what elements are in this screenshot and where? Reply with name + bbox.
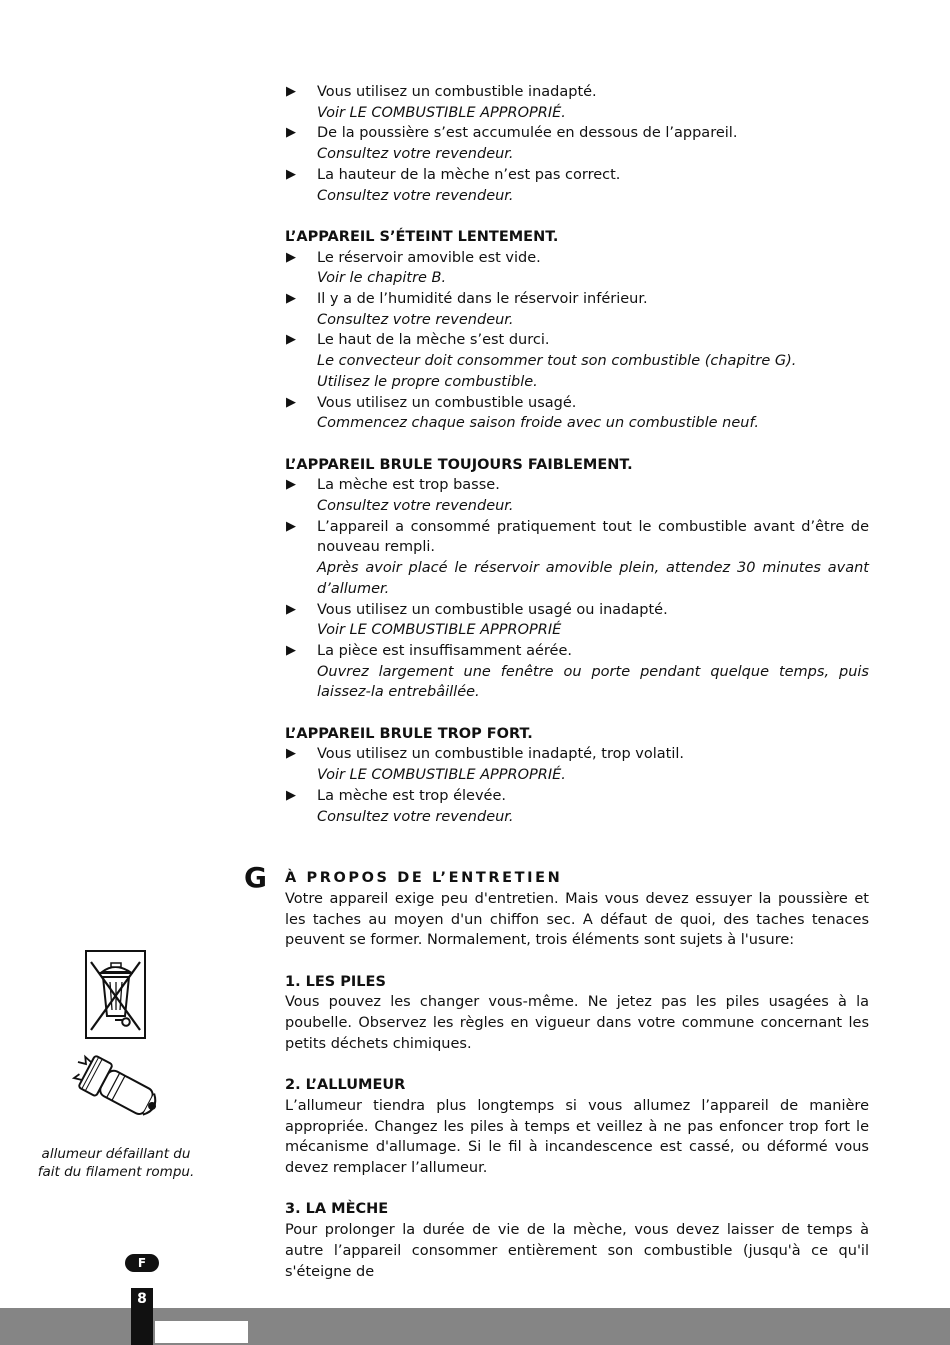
bullet-arrow-icon: ▶	[286, 84, 296, 99]
bullet-arrow-icon: ▶	[286, 125, 296, 141]
list-item	[285, 123, 869, 164]
advice-text: Voir LE COMBUSTIBLE APPROPRIÉ	[317, 622, 562, 639]
subsection-heading: 1. LES PILES	[285, 973, 386, 990]
bullet-arrow-icon: ▶	[286, 394, 296, 410]
list-item	[285, 82, 869, 123]
list-item	[285, 393, 869, 434]
cause-text: Il y a de l’humidité dans le réservoir inférieur.	[317, 291, 648, 308]
section-heading: L’APPAREIL BRULE TOUJOURS FAIBLEMENT.	[285, 456, 633, 473]
bullet-arrow-icon: ▶	[286, 746, 296, 762]
bullet-arrow-icon: ▶	[286, 477, 296, 493]
advice-text: Consultez votre revendeur.	[317, 146, 514, 163]
section-heading: L’APPAREIL S’ÉTEINT LENTEMENT.	[285, 228, 559, 245]
advice-text: Commencez chaque saison froide avec un combustible neuf.	[317, 415, 759, 432]
figure-caption	[30, 1145, 202, 1181]
subsection-heading: 2. L’ALLUMEUR	[285, 1077, 406, 1094]
cause-text: La mèche est trop basse.	[317, 477, 500, 494]
bullet-arrow-icon: ▶	[286, 249, 296, 265]
cause-text: Le réservoir amovible est vide.	[317, 249, 541, 266]
cause-text: Vous utilisez un combustible usagé.	[317, 394, 577, 411]
crossed-out-wheelie-bin-icon	[85, 950, 146, 1043]
list-item	[285, 600, 869, 641]
troubleshooting-content	[285, 82, 869, 1282]
footer-strip	[155, 1321, 248, 1343]
language-badge: F	[125, 1254, 159, 1272]
advice-text: Voir LE COMBUSTIBLE APPROPRIÉ.	[317, 767, 566, 784]
section-g-intro: Votre appareil exige peu d'entretien. Mais vous devez essuyer la poussière et les taches au moyen d'un chiffon sec. A défaut de quoi, des taches tenaces peuvent se former. Normalement, trois éléments sont sujets à l'usure:	[285, 890, 869, 949]
list-item	[285, 330, 869, 392]
cause-text: Vous utilisez un combustible inadapté, trop volatil.	[317, 746, 685, 763]
bullet-arrow-icon: ▶	[286, 518, 296, 534]
advice-text: Après avoir placé le réservoir amovible plein, attendez 30 minutes avant d’allumer.	[317, 560, 869, 597]
page-number: 8	[137, 1291, 147, 1307]
list-item	[285, 744, 869, 785]
cause-text: Vous utilisez un combustible usagé ou inadapté.	[317, 601, 668, 618]
advice-text: Utilisez le propre combustible.	[317, 373, 538, 390]
subsection-text: Pour prolonger la durée de vie de la mèche, vous devez laisser de temps à autre l’appareil consommer entièrement son combustible (jusqu'à ce qu'il s'éteigne de	[285, 1222, 869, 1280]
advice-text: Le convecteur doit consommer tout son combustible (chapitre G).	[317, 353, 797, 370]
igniter-icon	[66, 1052, 170, 1130]
list-item	[285, 517, 869, 600]
list-item	[285, 248, 869, 289]
section-heading: L’APPAREIL BRULE TROP FORT.	[285, 725, 533, 742]
cause-text: La pièce est insuffisamment aérée.	[317, 642, 572, 659]
advice-text: Voir le chapitre B.	[317, 270, 447, 287]
subsection-text: Vous pouvez les changer vous-même. Ne jetez pas les piles usagées à la poubelle. Observez les règles en vigueur dans votre commune concernant les petits déchets chimiques.	[285, 994, 869, 1052]
subsection-heading: 3. LA MÈCHE	[285, 1201, 389, 1218]
bullet-arrow-icon: ▶	[286, 291, 296, 307]
list-item	[285, 165, 869, 206]
bullet-arrow-icon: ▶	[286, 787, 296, 803]
list-item	[285, 475, 869, 516]
caption-line: allumeur défaillant du	[41, 1146, 191, 1162]
advice-text: Consultez votre revendeur.	[317, 187, 514, 204]
subsection-text: L’allumeur tiendra plus longtemps si vous allumez l’appareil de manière appropriée. Changez les piles à temps et veillez à ne pas enfoncer trop fort le mécanisme d'allumage. Si le fil à incandescence est cassé, ou déformé vous devez remplacer l’allumeur.	[285, 1097, 869, 1177]
advice-text: Voir LE COMBUSTIBLE APPROPRIÉ.	[317, 104, 566, 121]
list-item	[285, 641, 869, 703]
cause-text: De la poussière s’est accumulée en dessous de l’appareil.	[317, 125, 738, 142]
caption-line: fait du filament rompu.	[37, 1164, 195, 1180]
cause-text: Vous utilisez un combustible inadapté.	[317, 84, 597, 100]
bullet-arrow-icon: ▶	[286, 601, 296, 617]
advice-text: Consultez votre revendeur.	[317, 498, 514, 515]
section-letter: G	[244, 861, 267, 894]
advice-text: Consultez votre revendeur.	[317, 311, 514, 328]
cause-text: Le haut de la mèche s’est durci.	[317, 332, 550, 349]
list-item	[285, 786, 869, 827]
advice-text: Consultez votre revendeur.	[317, 808, 514, 825]
cause-text: La hauteur de la mèche n’est pas correct.	[317, 166, 621, 183]
bullet-arrow-icon: ▶	[286, 642, 296, 658]
section-g-title: À PROPOS DE L’ENTRETIEN	[285, 870, 563, 887]
cause-text: La mèche est trop élevée.	[317, 787, 506, 804]
bullet-arrow-icon: ▶	[286, 166, 296, 182]
advice-text: Ouvrez largement une fenêtre ou porte pendant quelque temps, puis laissez-la entrebâillée.	[317, 663, 869, 701]
cause-text: L’appareil a consommé pratiquement tout le combustible avant d’être de nouveau rempli.	[317, 518, 869, 556]
list-item	[285, 289, 869, 330]
bullet-arrow-icon: ▶	[286, 332, 296, 348]
